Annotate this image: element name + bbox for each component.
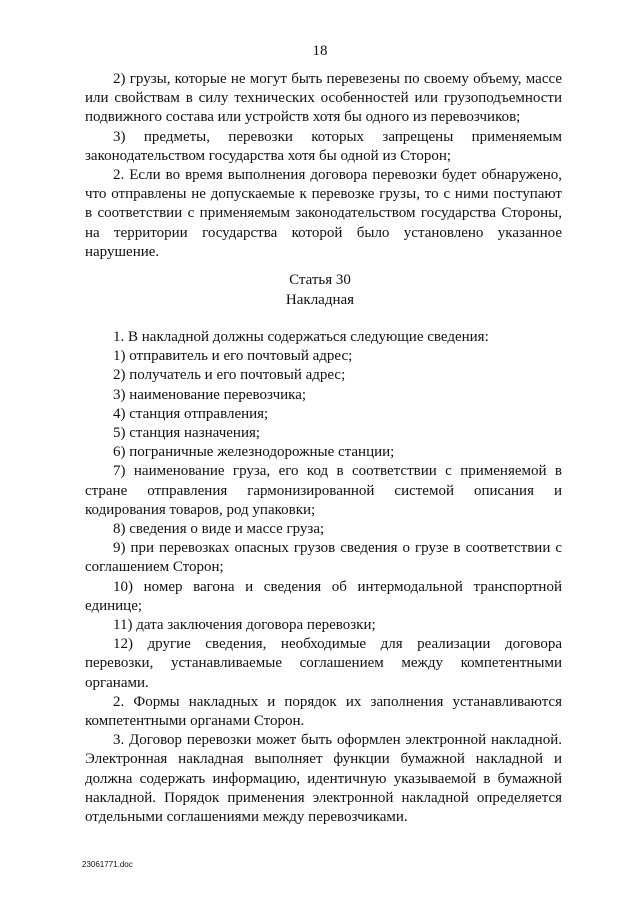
list-item: 11) дата заключения договора перевозки; bbox=[113, 617, 376, 634]
article-body bbox=[85, 328, 562, 827]
paragraph-item-2: 2) грузы, которые не могут быть перевезены по своему объему, массе или свойствам в силу технических особенностей или грузоподъемности подвижного состава или устройств хотя бы одного из перевозчиков; bbox=[85, 71, 562, 126]
clause-1: 1. В накладной должны содержаться следующие сведения: bbox=[113, 329, 489, 345]
list-item: 8) сведения о виде и массе груза; bbox=[113, 521, 325, 538]
list-item: 6) пограничные железнодорожные станции; bbox=[113, 444, 395, 461]
list-item: 9) при перевозках опасных грузов сведения о грузе в соответствии с соглашением Сторон; bbox=[85, 540, 562, 576]
paragraph-clause-2: 2. Если во время выполнения договора перевозки будет обнаружено, что отправлены не допускаемые к перевозке грузы, то с ними поступают в соответствии с применяемым законодательством государства Стороны, на территории государства которой было установлено указанное нарушение. bbox=[85, 167, 562, 260]
document-filename: 23061771.doc bbox=[82, 860, 133, 869]
list-item: 12) другие сведения, необходимые для реализации договора перевозки, устанавливаемые соглашением между компетентными органами. bbox=[85, 636, 562, 691]
top-section bbox=[85, 70, 562, 262]
paragraph-item-3: 3) предметы, перевозки которых запрещены применяемым законодательством государства хотя бы одной из Сторон; bbox=[85, 128, 562, 164]
list-item: 5) станция назначения; bbox=[113, 425, 261, 442]
article-title: Накладная bbox=[285, 291, 355, 308]
list-item: 7) наименование груза, его код в соответствии с применяемой в стране отправления гармонизированной системой описания и кодирования товаров, род упаковки; bbox=[85, 463, 562, 518]
article-number: Статья 30 bbox=[289, 272, 351, 288]
clause-3: 3. Договор перевозки может быть оформлен электронной накладной. Электронная накладная выполняет функции бумажной накладной и должна содержать информацию, идентичную указываемой в бумажной накладной. Порядок применения электронной накладной определяется отдельными соглашениями между перевозчиками. bbox=[85, 732, 562, 826]
list-item: 3) наименование перевозчика; bbox=[113, 386, 307, 403]
list-item: 10) номер вагона и сведения об интермодальной транспортной единице; bbox=[85, 578, 562, 614]
list-item: 4) станция отправления; bbox=[113, 405, 269, 422]
list-item: 2) получатель и его почтовый адрес; bbox=[113, 367, 346, 384]
list-item: 1) отправитель и его почтовый адрес; bbox=[113, 348, 353, 365]
page-number: 18 bbox=[312, 43, 328, 59]
clause-2: 2. Формы накладных и порядок их заполнения устанавливаются компетентными органами Сторон. bbox=[85, 693, 562, 730]
article-heading bbox=[0, 271, 640, 310]
